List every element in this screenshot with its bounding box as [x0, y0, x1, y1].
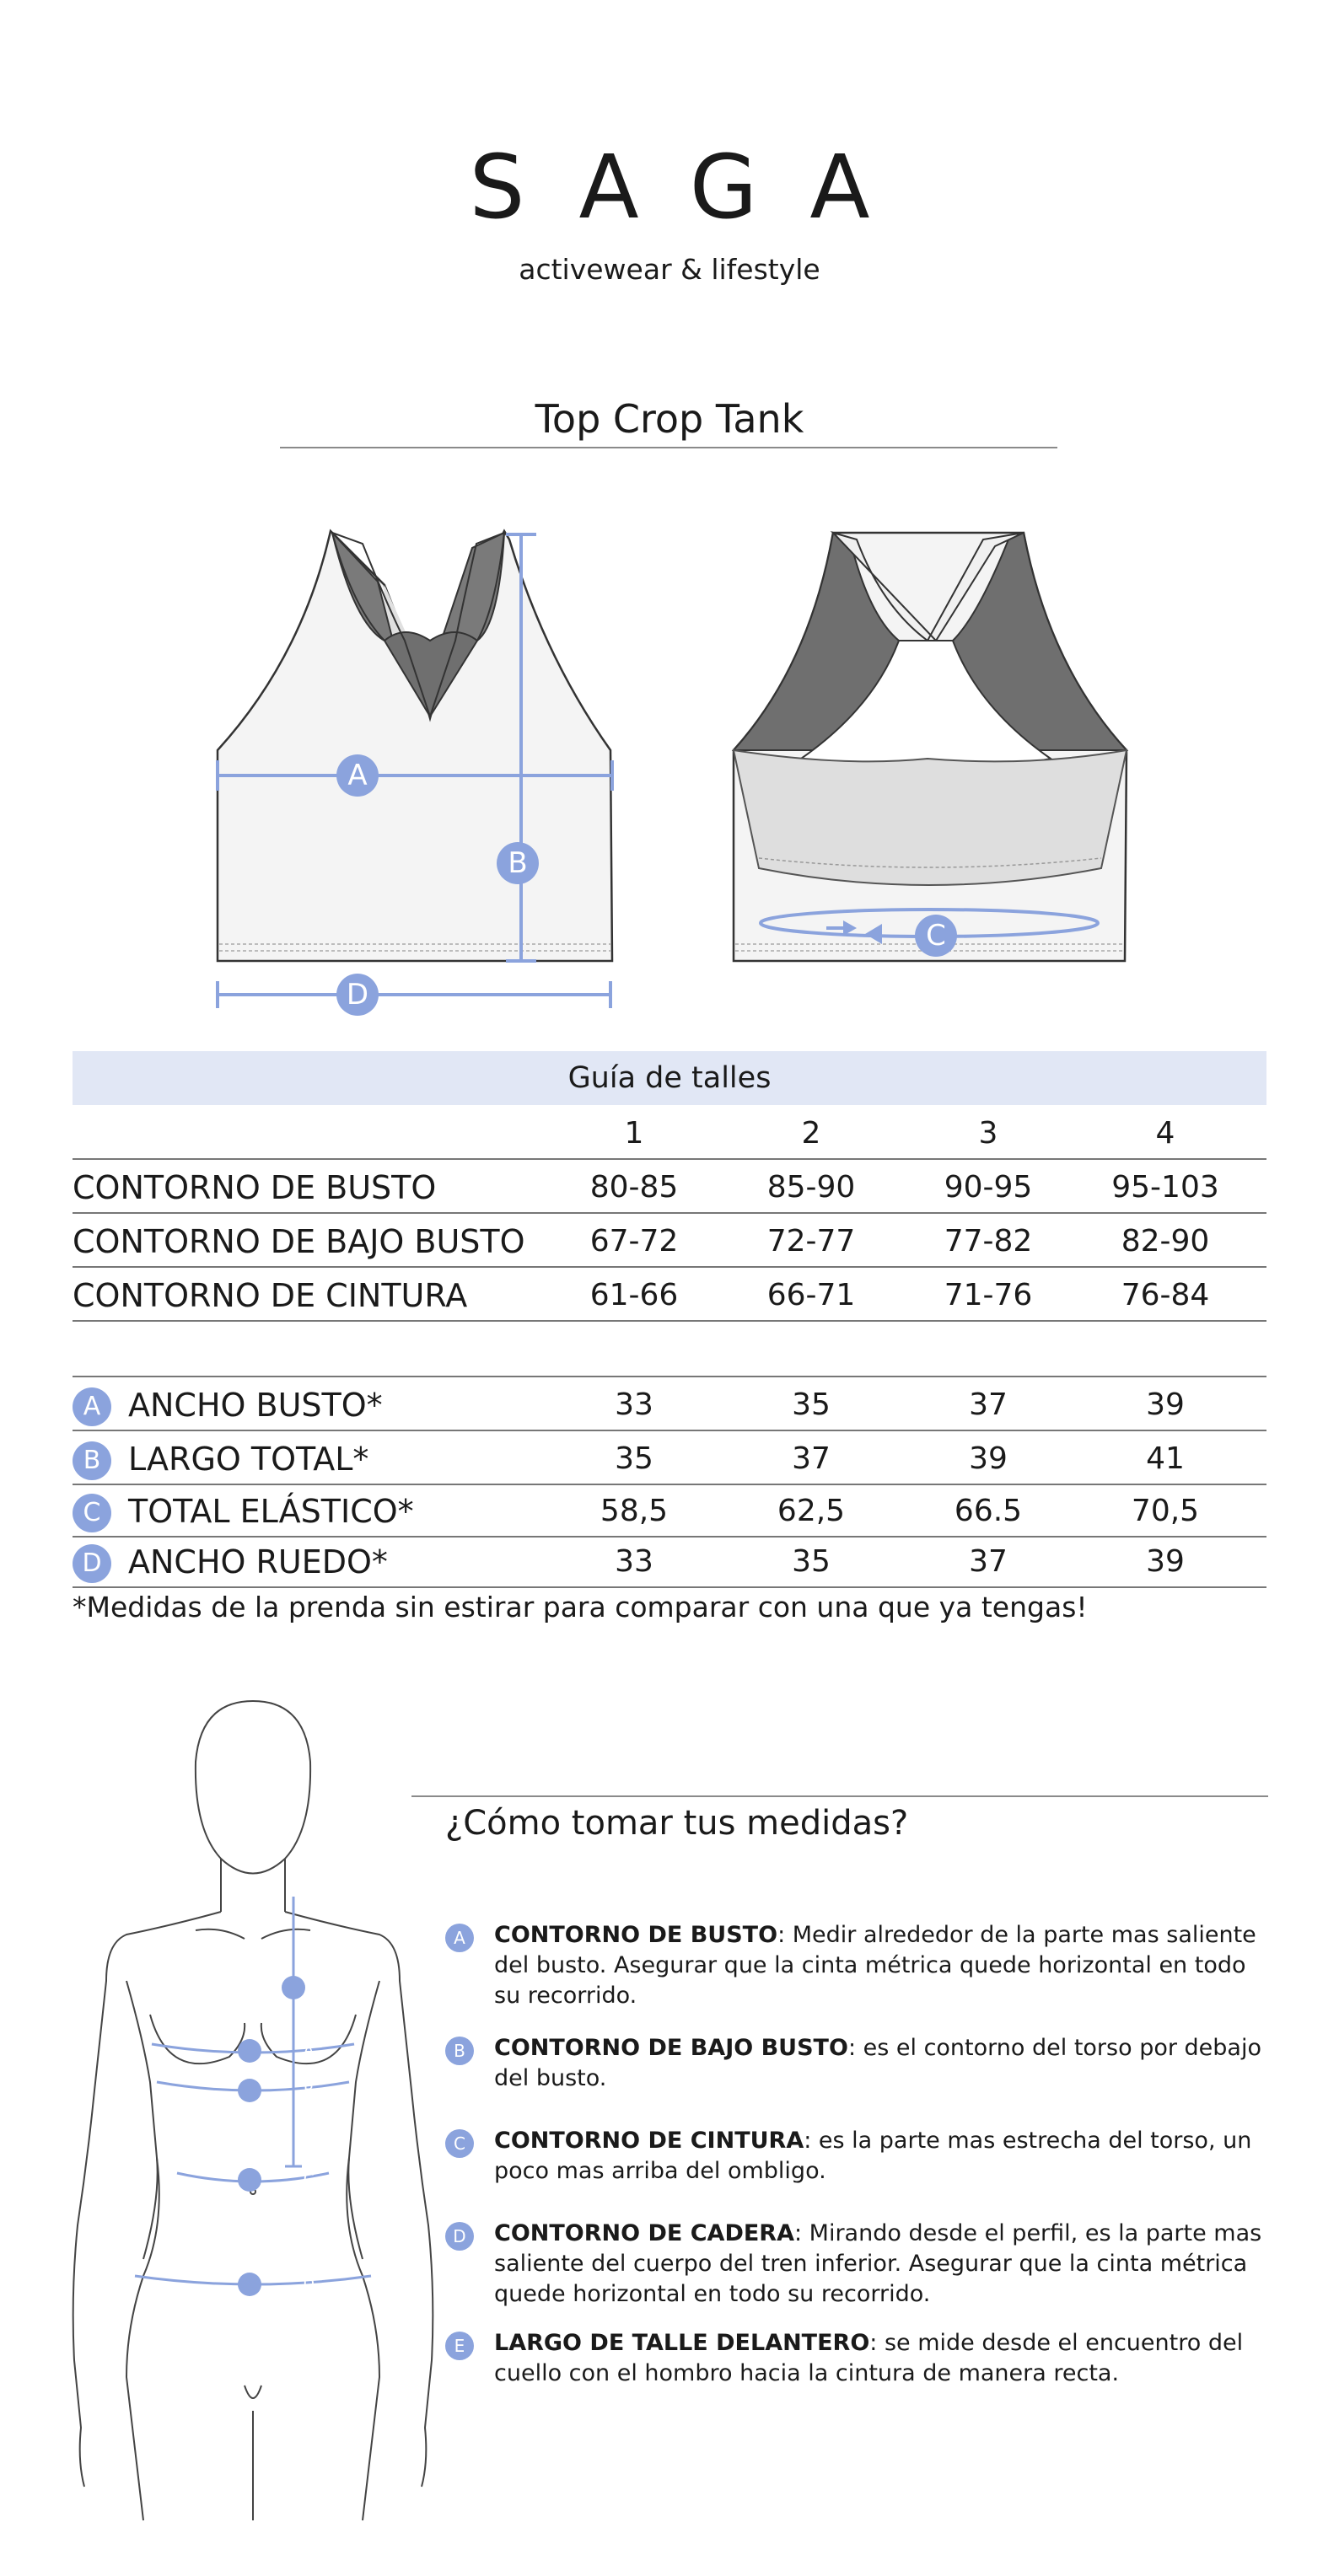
figure-label-b: B: [303, 2081, 315, 2099]
cell: 39: [1146, 1544, 1185, 1579]
table-row: [73, 1269, 1266, 1322]
cell: 35: [792, 1387, 831, 1422]
brand-logo: SAGA: [469, 136, 922, 239]
cell: 71-76: [944, 1278, 1033, 1312]
item-term: LARGO DE TALLE DELANTERO: [494, 2330, 870, 2356]
badge-b: B: [73, 1441, 111, 1480]
brand-tagline: activewear & lifestyle: [519, 253, 820, 286]
body-figure-illustration: [59, 1686, 447, 2529]
cell: 37: [792, 1441, 831, 1476]
diagram-label-d: D: [346, 978, 369, 1012]
figure-label-c: C: [303, 2171, 315, 2188]
item-term: CONTORNO DE BAJO BUSTO: [494, 2035, 848, 2061]
cell: 66-71: [766, 1278, 856, 1312]
cell: 77-82: [944, 1224, 1033, 1258]
item-badge: A: [445, 1924, 474, 1952]
item-badge: E: [445, 2332, 474, 2360]
badge-c: C: [73, 1494, 111, 1532]
table-row: [73, 1379, 1266, 1431]
title-divider: [280, 447, 1057, 448]
cell: 80-85: [589, 1170, 679, 1205]
row-label: CONTORNO DE BAJO BUSTO: [73, 1223, 525, 1260]
item-text: : Medir alrededor de la parte mas saliente del busto. Asegurar que la cinta métrica quede horizontal en todo su recorrido.: [494, 1922, 1256, 2009]
item-term: CONTORNO DE CADERA: [494, 2220, 794, 2246]
size-guide-title: Guía de talles: [73, 1051, 1266, 1105]
size-header: 4: [1155, 1116, 1175, 1151]
cell: 67-72: [589, 1224, 679, 1258]
footnote: *Medidas de la prenda sin estirar para comparar con una que ya tengas!: [73, 1591, 1088, 1623]
row-label: CONTORNO DE BUSTO: [73, 1169, 437, 1206]
diagram-label-a: A: [347, 759, 368, 792]
cell: 62,5: [777, 1494, 846, 1528]
item-term: CONTORNO DE BUSTO: [494, 1922, 778, 1948]
table-row: [73, 1162, 1266, 1214]
cell: 35: [615, 1441, 653, 1476]
row-label: ANCHO BUSTO*: [128, 1387, 383, 1424]
product-title: Top Crop Tank: [535, 396, 804, 442]
row-label: TOTAL ELÁSTICO*: [128, 1493, 414, 1530]
figure-badge-d-icon: [238, 2273, 261, 2296]
list-item: [445, 1920, 1272, 2011]
cell: 76-84: [1121, 1278, 1210, 1312]
front-view-illustration: [218, 531, 612, 1016]
size-header: 1: [624, 1116, 644, 1151]
cell: 58,5: [600, 1494, 669, 1528]
list-item: [445, 2126, 1272, 2187]
row-label: CONTORNO DE CINTURA: [73, 1277, 468, 1314]
item-badge: B: [445, 2037, 474, 2065]
cell: 39: [969, 1441, 1008, 1476]
cell: 39: [1146, 1387, 1185, 1422]
figure-badge-a-icon: [238, 2039, 261, 2063]
figure-badge-c-icon: [238, 2168, 261, 2192]
row-label: LARGO TOTAL*: [128, 1441, 369, 1478]
cell: 72-77: [766, 1224, 856, 1258]
list-item: [445, 2033, 1272, 2094]
table-row: [73, 1216, 1266, 1268]
figure-label-a: A: [303, 2042, 315, 2059]
cell: 61-66: [589, 1278, 679, 1312]
item-text: : Mirando desde el perfil, es la parte mas saliente del cuerpo del tren inferior. Asegurar que la cinta métrica quede horizontal en todo su recorrido.: [494, 2220, 1262, 2307]
cell: 82-90: [1121, 1224, 1210, 1258]
size-header: 2: [801, 1116, 821, 1151]
how-to-title: ¿Cómo tomar tus medidas?: [445, 1804, 909, 1843]
cell: 90-95: [944, 1170, 1033, 1205]
cell: 85-90: [766, 1170, 856, 1205]
list-item: [445, 2328, 1272, 2389]
table-row: [73, 1485, 1266, 1538]
cell: 66.5: [954, 1494, 1023, 1528]
cell: 33: [615, 1387, 653, 1422]
item-badge: D: [445, 2222, 474, 2251]
back-view-illustration: [734, 533, 1127, 961]
cell: 95-103: [1111, 1170, 1219, 1205]
size-header-row: [73, 1108, 1266, 1160]
figure-label-d: D: [303, 2275, 315, 2293]
cell: 37: [969, 1387, 1008, 1422]
how-to-divider: [411, 1795, 1268, 1797]
cell: 35: [792, 1544, 831, 1579]
item-text: : se mide desde el encuentro del cuello con el hombro hacia la cintura de manera recta.: [494, 2330, 1244, 2386]
table-row: [73, 1433, 1266, 1485]
diagram-label-c: C: [926, 919, 946, 953]
cell: 33: [615, 1544, 653, 1579]
garment-diagram: [0, 506, 1339, 1028]
list-item: [445, 2219, 1272, 2310]
item-text: : es la parte mas estrecha del torso, un poco mas arriba del ombligo.: [494, 2128, 1252, 2184]
item-text: : es el contorno del torso por debajo del busto.: [494, 2035, 1261, 2091]
item-term: CONTORNO DE CINTURA: [494, 2128, 804, 2154]
figure-badge-e-icon: [282, 1976, 305, 1999]
figure-badge-b-icon: [238, 2079, 261, 2102]
table-divider: [73, 1376, 1266, 1377]
badge-d: D: [73, 1544, 111, 1583]
item-badge: C: [445, 2129, 474, 2158]
size-header: 3: [978, 1116, 998, 1151]
cell: 41: [1146, 1441, 1185, 1476]
figure-label-e: E: [347, 1978, 358, 1996]
diagram-label-b: B: [508, 846, 528, 880]
table-row: [73, 1536, 1266, 1588]
cell: 70,5: [1131, 1494, 1200, 1528]
badge-a: A: [73, 1387, 111, 1426]
cell: 37: [969, 1544, 1008, 1579]
row-label: ANCHO RUEDO*: [128, 1543, 388, 1580]
